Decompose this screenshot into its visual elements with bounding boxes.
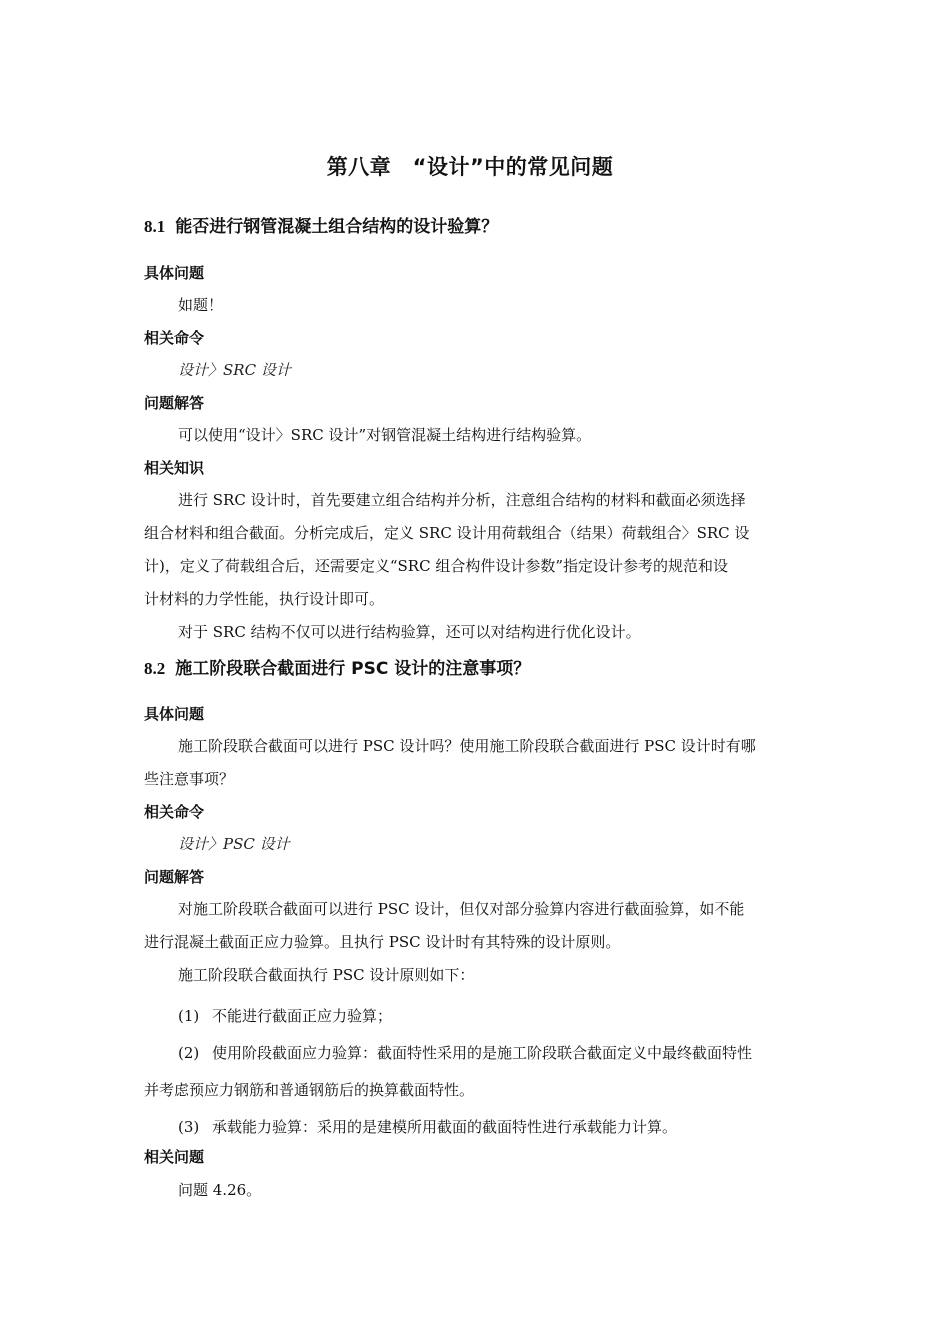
chapter-title: 第八章 “设计”中的常见问题: [326, 155, 614, 179]
section-title: 施工阶段联合截面进行 PSC 设计的注意事项？: [175, 659, 531, 679]
knowledge-line: 组合材料和组合截面。分析完成后，定义 SRC 设计用荷载组合（结果）荷载组合〉SRC 设: [144, 524, 750, 542]
section-title: 能否进行钢管混凝土组合结构的设计验算？: [175, 217, 499, 237]
label-related-command: 相关命令: [144, 329, 205, 347]
knowledge-line: 计材料的力学性能，执行设计即可。: [144, 590, 385, 608]
list-item: [178, 1005, 392, 1026]
section-number: 8.2: [144, 659, 166, 678]
list-item-continuation: 并考虑预应力钢筋和普通钢筋后的换算截面特性。: [144, 1081, 475, 1099]
list-item: [178, 1116, 677, 1137]
label-specific-problem: 具体问题: [144, 264, 205, 282]
list-item-number: (2): [178, 1044, 200, 1062]
principle-intro: 施工阶段联合截面执行 PSC 设计原则如下：: [178, 966, 475, 984]
knowledge-line: 进行 SRC 设计时，首先要建立组合结构并分析，注意组合结构的材料和截面必须选择: [178, 491, 746, 509]
list-item-text: 不能进行截面正应力验算；: [212, 1007, 393, 1025]
label-related-questions: 相关问题: [144, 1148, 205, 1166]
list-item: [178, 1042, 752, 1063]
answer-line: 对施工阶段联合截面可以进行 PSC 设计，但仅对部分验算内容进行截面验算，如不能: [178, 900, 745, 918]
label-related-command: 相关命令: [144, 803, 205, 821]
label-answer: 问题解答: [144, 394, 205, 412]
label-specific-problem: 具体问题: [144, 705, 205, 723]
related-question-text: 问题 4.26。: [178, 1181, 262, 1199]
command-path: 设计〉PSC 设计: [178, 835, 290, 853]
answer-text: 可以使用“设计〉SRC 设计”对钢管混凝土结构进行结构验算。: [178, 426, 592, 444]
knowledge-paragraph: 对于 SRC 结构不仅可以进行结构验算，还可以对结构进行优化设计。: [178, 623, 641, 641]
section-heading-8-1: [144, 212, 498, 237]
problem-line: 施工阶段联合截面可以进行 PSC 设计吗？使用施工阶段联合截面进行 PSC 设计时有哪: [178, 737, 756, 755]
list-item-number: (3): [178, 1118, 200, 1136]
label-related-knowledge: 相关知识: [144, 459, 205, 477]
problem-text: 如题！: [178, 296, 224, 314]
answer-line: 进行混凝土截面正应力验算。且执行 PSC 设计时有其特殊的设计原则。: [144, 933, 621, 951]
command-path: 设计〉SRC 设计: [178, 361, 291, 379]
list-item-text: 使用阶段截面应力验算：截面特性采用的是施工阶段联合截面定义中最终截面特性: [212, 1044, 753, 1062]
label-answer: 问题解答: [144, 868, 205, 886]
list-item-number: (1): [178, 1007, 200, 1025]
problem-line: 些注意事项？: [144, 770, 235, 788]
section-number: 8.1: [144, 217, 166, 236]
list-item-text: 承载能力验算：采用的是建模所用截面的截面特性进行承载能力计算。: [212, 1118, 678, 1136]
section-heading-8-2: [144, 654, 530, 679]
knowledge-line: 计)，定义了荷载组合后，还需要定义“SRC 组合构件设计参数”指定设计参考的规范和设: [144, 557, 729, 575]
